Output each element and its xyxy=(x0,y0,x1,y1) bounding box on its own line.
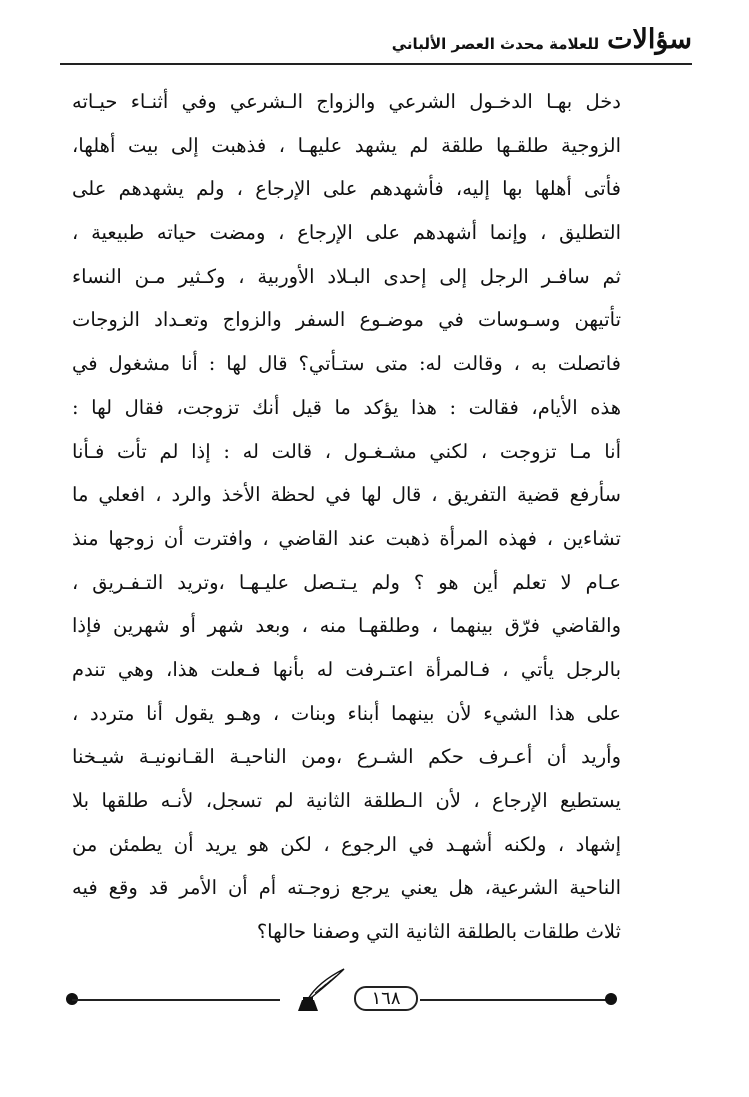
page-number: ١٦٨ xyxy=(354,986,418,1011)
series-subtitle: للعلامة محدث العصر الألباني xyxy=(391,35,600,53)
text-line: هذه الأيام، فقالت : هذا يؤكد ما قيل أنك تزوجت، فقال لها : xyxy=(72,395,621,419)
text-line: التطليق ، وإنما أشهدهم على الإرجاع ، ومضت حياته طبيعية ، xyxy=(72,221,621,245)
running-header xyxy=(60,22,692,64)
text-line: تشاءين ، فهذه المرأة ذهبت عند القاضي ، وافترت أن زوجها منذ xyxy=(72,526,621,550)
footer-dot-right xyxy=(605,993,617,1005)
page-footer xyxy=(60,975,692,1035)
text-line: الناحية الشرعية، هل يعني يرجع زوجـته أم أن الأمر قد وقع فيه xyxy=(72,876,621,900)
header-title xyxy=(392,24,692,56)
text-line: أنا مـا تزوجت ، لكني مشـغـول ، قالت له : إذا لم تأت فـأنا xyxy=(72,439,621,463)
text-line: فأتى أهلها بها إليه، فأشهدهم على الإرجاع ، ولم يشهدهم على xyxy=(72,177,621,201)
text-line: عـام لا تعلم أين هو ؟ ولم يـتـصل عليـهـا ،وتريد التـفـريق ، xyxy=(72,570,621,594)
text-line: إشهاد ، ولكنه أشهـد في الرجوع ، لكن هو يريد أن يطمئن من xyxy=(72,832,621,856)
footer-rule-right xyxy=(420,999,610,1001)
text-line: ثلاث طلقات بالطلقة الثانية التي وصفنا حالها؟ xyxy=(256,920,621,944)
text-line: دخل بهـا الدخـول الشرعي والزواج الـشرعي وفي أثنـاء حيـاته xyxy=(72,90,621,113)
text-line: ثم سافـر الرجل إلى إحدى البـلاد الأوربية ، وكـثير مـن النساء xyxy=(72,264,621,288)
footer-rule-left xyxy=(72,999,280,1001)
text-line: تأتيهن وسـوسات في موضـوع السفر والزواج وتعـداد الزوجات xyxy=(72,308,621,332)
text-line: والقاضي فرّق بينهما ، وطلقهـا منه ، وبعد شهر أو شهرين فإذا xyxy=(72,614,621,638)
text-line: بالرجل يأتي ، فـالمرأة اعتـرفت له بأنها فـعلت هذا، وهي تندم xyxy=(72,657,621,681)
text-line: الزوجية طلقـها طلقة لم يشهد عليهـا ، فذهبت إلى بيت أهلها، xyxy=(72,133,621,157)
quill-inkwell-icon xyxy=(288,967,348,1017)
text-line: وأريد أن أعـرف حكم الشـرع ،ومن الناحيـة القـانونيـة شيـخنا xyxy=(72,745,621,769)
text-line: يستطيع الإرجاع ، لأن الـطلقة الثانية لم تسجل، لأنـه طلقها بلا xyxy=(72,789,621,812)
text-line: على هذا الشيء لأن بينهما أبناء وبنات ، وهـو يقول أنا متردد ، xyxy=(72,701,621,725)
text-line: فاتصلت به ، وقالت له: متى ستـأتي؟ قال لها : أنا مشغول في xyxy=(72,352,621,376)
header-rule xyxy=(60,63,692,65)
page-body xyxy=(72,80,621,954)
text-line: سأرفع قضية التفريق ، قال لها في لحظة الأخذ والرد ، افعلي ما xyxy=(72,483,621,507)
series-title: سؤالات xyxy=(607,24,692,55)
